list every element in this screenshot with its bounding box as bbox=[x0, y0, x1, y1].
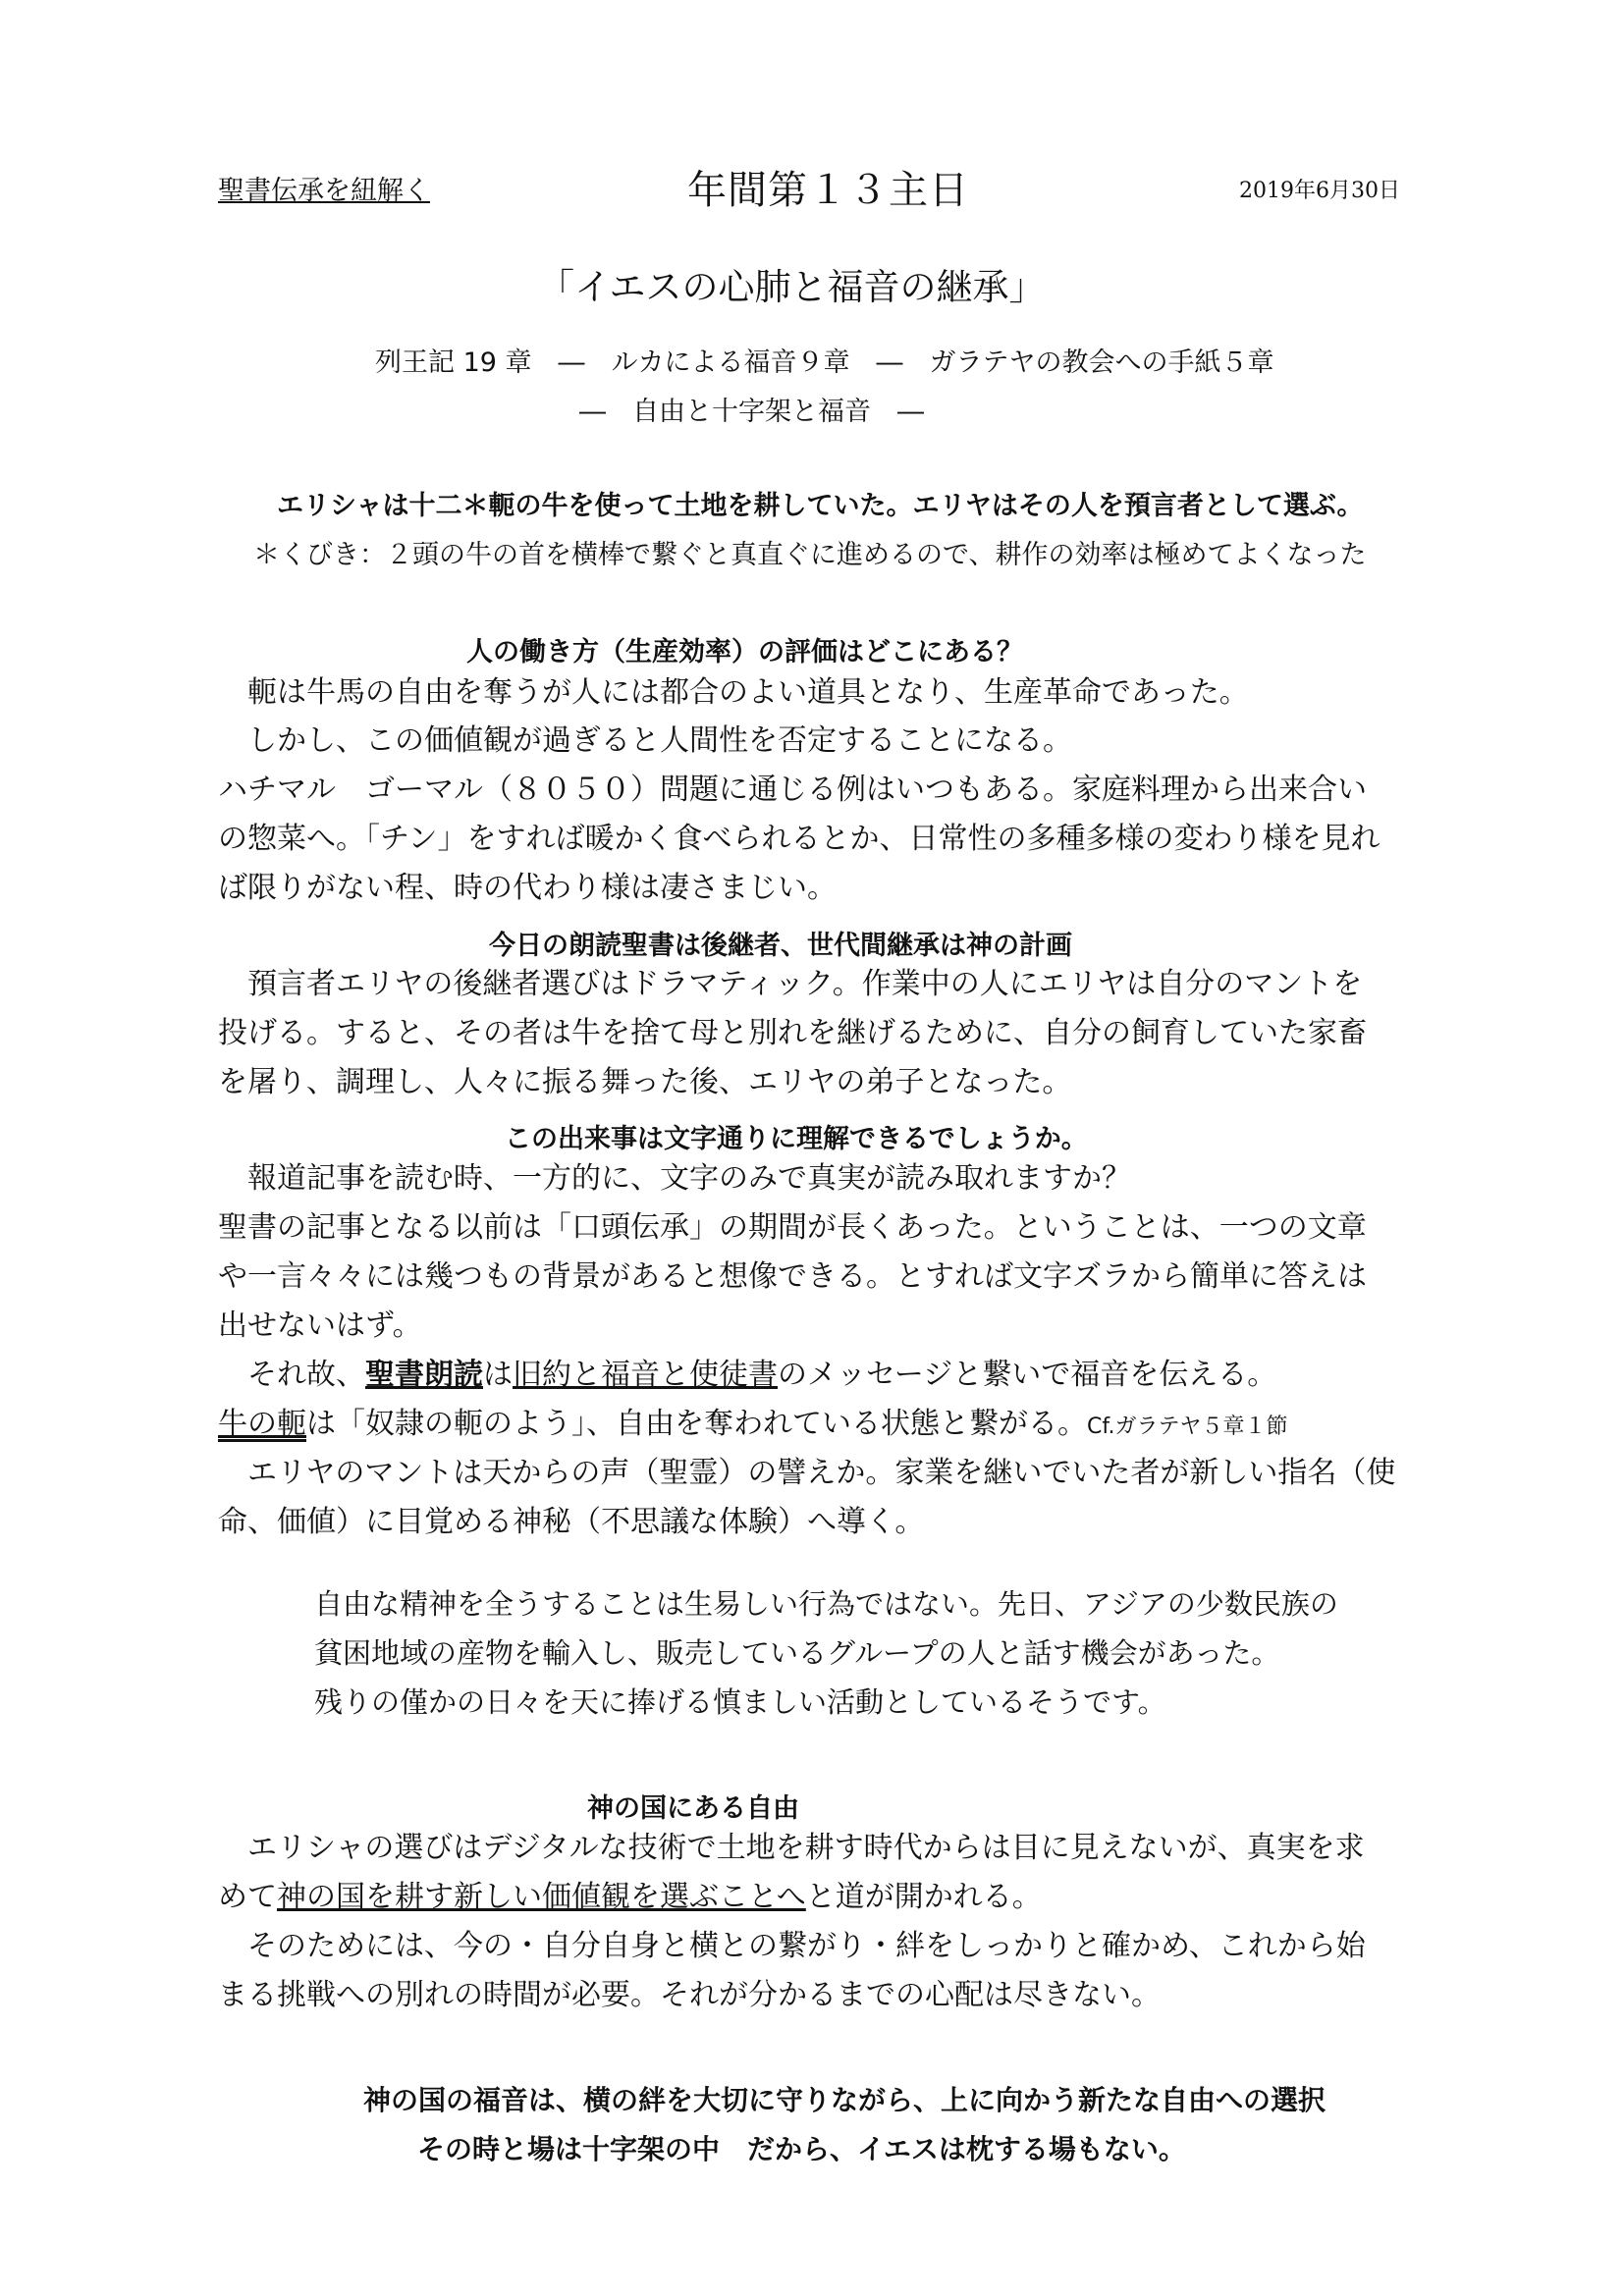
subtitle-theme: ― 自由と十字架と福音 ― bbox=[579, 397, 924, 427]
section-heading-kingdom: 神の国にある自由 bbox=[587, 1793, 799, 1824]
paragraph-line: や一言々々には幾つもの背景があると想像できる。とすれば文字ズラから簡単に答えは bbox=[218, 1259, 1367, 1294]
paragraph-line: 命、価値）に目覚める神秘（不思議な体験）へ導く。 bbox=[218, 1505, 925, 1539]
paragraph-line: 報道記事を読む時、一方的に、文字のみで真実が読み取れますか？ bbox=[218, 1161, 1131, 1196]
paragraph-line: ば限りがない程、時の代わり様は凄さまじい。 bbox=[218, 871, 837, 905]
text-span: は bbox=[483, 1358, 513, 1392]
indented-line: 自由な精神を全うすることは生易しい行為ではない。先日、アジアの少数民族の bbox=[314, 1587, 1338, 1621]
paragraph-line: しかし、この価値観が過ぎると人間性を否定することになる。 bbox=[218, 723, 1072, 758]
paragraph-line: の惣菜へ。「チン」をすれば暖かく食べられるとか、日常性の多種多様の変わり様を見れ bbox=[218, 822, 1380, 856]
paragraph-line: ハチマル ゴーマル（８０５０）問題に通じる例はいつもある。家庭料理から出来合い bbox=[218, 773, 1367, 807]
reference-note: Cf.ガラテヤ５章１節 bbox=[1087, 1415, 1288, 1439]
section-heading-succession: 今日の朗読聖書は後継者、世代間継承は神の計画 bbox=[489, 931, 1072, 961]
paragraph-line: そのためには、今の・自分自身と横との繋がり・絆をしっかりと確かめ、これから始 bbox=[218, 1929, 1366, 1963]
paragraph-line: まる挑戦への別れの時間が必要。それが分かるまでの心配は尽きない。 bbox=[218, 1978, 1161, 2012]
header-date: 2019年6月30日 bbox=[1239, 179, 1400, 203]
paragraph-line-mixed bbox=[218, 1407, 1288, 1441]
subtitle-readings: 列王記 19 章 ― ルカによる福音９章 ― ガラテヤの教会への手紙５章 bbox=[375, 347, 1274, 378]
text-span: めて bbox=[218, 1880, 277, 1914]
closing-line: その時と場は十字架の中 だから、イエスは枕する場もない。 bbox=[417, 2133, 1186, 2165]
closing-line: 神の国の福音は、横の絆を大切に守りながら、上に向かう新たな自由への選択 bbox=[363, 2084, 1326, 2116]
paragraph-line: 聖書の記事となる以前は「口頭伝承」の期間が長くあった。ということは、一つの文章 bbox=[218, 1210, 1367, 1245]
text-span: のメッセージと繋いで福音を伝える。 bbox=[778, 1358, 1277, 1392]
section-heading-literal: この出来事は文字通りに理解できるでしょうか。 bbox=[505, 1124, 1088, 1154]
indented-line: 貧困地域の産物を輸入し、販売しているグループの人と話す機会があった。 bbox=[314, 1636, 1280, 1670]
header-title: 年間第１３主日 bbox=[687, 168, 969, 213]
paragraph-line-mixed bbox=[218, 1880, 1042, 1914]
text-span: それ故、 bbox=[218, 1358, 365, 1392]
page-title: 「イエスの心肺と福音の継承」 bbox=[538, 266, 1046, 308]
underlined-term: 旧約と福音と使徒書 bbox=[513, 1358, 778, 1392]
underlined-term: 聖書朗読 bbox=[365, 1358, 483, 1392]
underlined-term: 牛の軛 bbox=[218, 1407, 306, 1441]
paragraph-line: 軛は牛馬の自由を奪うが人には都合のよい道具となり、生産革命であった。 bbox=[218, 675, 1249, 710]
intro-footnote: ＊くびき：２頭の牛の首を横棒で繋ぐと真直ぐに進めるので、耕作の効率は極めてよくなった bbox=[253, 540, 1367, 570]
header-left-label: 聖書伝承を紐解く bbox=[218, 176, 430, 206]
paragraph-line: を屠り、調理し、人々に振る舞った後、エリヤの弟子となった。 bbox=[218, 1065, 1072, 1099]
paragraph-line: 出せないはず。 bbox=[218, 1308, 422, 1343]
paragraph-line: 預言者エリヤの後継者選びはドラマティック。作業中の人にエリヤは自分のマントを bbox=[218, 967, 1363, 1001]
paragraph-line: エリシャの選びはデジタルな技術で土地を耕す時代からは目に見えないが、真実を求 bbox=[218, 1831, 1365, 1865]
paragraph-line: エリヤのマントは天からの声（聖霊）の譬えか。家業を継いでいた者が新しい指名（使 bbox=[218, 1456, 1396, 1490]
paragraph-line: 投げる。すると、その者は牛を捨て母と別れを継げるために、自分の飼育していた家畜 bbox=[218, 1016, 1367, 1050]
intro-line-1: エリシャは十二＊軛の牛を使って土地を耕していた。エリヤはその人を預言者として選ぶ。 bbox=[277, 491, 1364, 521]
underlined-term: 神の国を耕す新しい価値観を選ぶことへ bbox=[277, 1880, 806, 1914]
section-heading-work: 人の働き方（生産効率）の評価はどこにある？ bbox=[466, 637, 1023, 667]
text-span: は「奴隷の軛のよう」、自由を奪われている状態と繋がる。 bbox=[306, 1407, 1087, 1441]
indented-line: 残りの僅かの日々を天に捧げる慎ましい活動としているそうです。 bbox=[314, 1685, 1166, 1719]
text-span: と道が開かれる。 bbox=[805, 1880, 1042, 1914]
paragraph-line-mixed bbox=[218, 1358, 1277, 1392]
